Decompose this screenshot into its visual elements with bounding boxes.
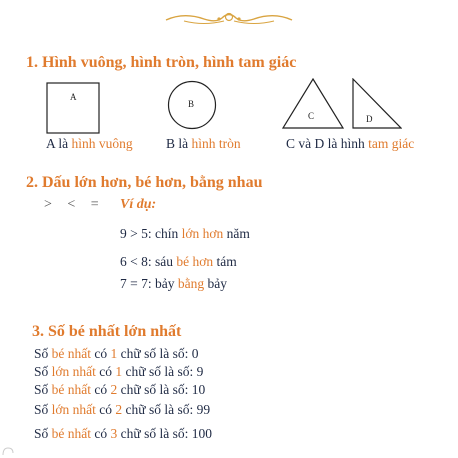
example-less-highlight: bé hơn xyxy=(176,254,214,269)
row-connector: có xyxy=(91,382,111,397)
section-1-title: 1. Hình vuông, hình tròn, hình tam giác xyxy=(26,54,297,71)
list-item xyxy=(34,346,198,362)
example-equal-text: 7 = 7: bảy xyxy=(120,276,178,291)
row-superlative: bé nhất xyxy=(51,346,92,361)
decorative-flourish-icon xyxy=(164,8,294,30)
row-result: chữ số là số: 100 xyxy=(117,426,212,441)
caption-b-text: B là xyxy=(166,136,192,151)
row-digit-count: 1 xyxy=(115,364,123,379)
row-digit-count: 2 xyxy=(110,382,118,397)
row-superlative: bé nhất xyxy=(51,426,92,441)
caption-cd-word: hình xyxy=(340,136,365,151)
example-equal-highlight: bằng xyxy=(177,276,205,291)
shape-a-label: A xyxy=(70,92,77,102)
row-result: chữ số là số: 10 xyxy=(117,382,206,397)
triangle-c-shape xyxy=(282,78,344,130)
shape-d-label: D xyxy=(366,114,373,124)
caption-a xyxy=(46,136,133,152)
row-prefix: Số xyxy=(34,346,52,361)
list-item xyxy=(34,426,212,442)
caption-cd xyxy=(286,136,414,152)
row-connector: có xyxy=(95,402,116,417)
example-greater-text: 9 > 5: chín xyxy=(120,226,182,241)
caption-b-highlight: hình tròn xyxy=(191,136,241,151)
shape-b-label: B xyxy=(188,99,195,109)
row-connector: có xyxy=(91,426,111,441)
caption-cd-highlight: tam giác xyxy=(364,136,415,151)
row-digit-count: 3 xyxy=(110,426,118,441)
section-3-title: 3. Số bé nhất lớn nhất xyxy=(32,323,182,340)
caption-cd-text: C và D là xyxy=(286,136,341,151)
caption-a-text: A là xyxy=(46,136,72,151)
row-prefix: Số xyxy=(34,402,52,417)
square-shape xyxy=(46,82,100,134)
section-2-title: 2. Dấu lớn hơn, bé hơn, bằng nhau xyxy=(26,174,263,191)
row-digit-count: 2 xyxy=(115,402,123,417)
caption-b xyxy=(166,136,241,152)
row-connector: có xyxy=(95,364,116,379)
example-greater xyxy=(120,226,250,242)
example-greater-highlight: lớn hơn xyxy=(181,226,224,241)
example-less-text: 6 < 8: sáu xyxy=(120,254,177,269)
example-greater-end: năm xyxy=(223,226,250,241)
example-less xyxy=(120,254,237,270)
row-digit-count: 1 xyxy=(110,346,118,361)
row-superlative: lớn nhất xyxy=(51,364,96,379)
row-prefix: Số xyxy=(34,426,52,441)
comparison-symbols: > < = xyxy=(44,197,105,212)
row-result: chữ số là số: 0 xyxy=(117,346,199,361)
row-superlative: lớn nhất xyxy=(51,402,96,417)
list-item xyxy=(34,402,210,418)
list-item xyxy=(34,382,205,398)
list-item xyxy=(34,364,203,380)
row-connector: có xyxy=(91,346,111,361)
page-corner-icon xyxy=(2,446,14,456)
example-label: Ví dụ: xyxy=(120,197,157,212)
row-result: chữ số là số: 9 xyxy=(122,364,204,379)
triangle-d-shape xyxy=(352,78,402,130)
row-prefix: Số xyxy=(34,364,52,379)
shape-c-label: C xyxy=(308,111,315,121)
example-equal xyxy=(120,276,227,292)
row-result: chữ số là số: 99 xyxy=(122,402,211,417)
row-superlative: bé nhất xyxy=(51,382,92,397)
example-less-end: tám xyxy=(213,254,237,269)
row-prefix: Số xyxy=(34,382,52,397)
caption-a-highlight: hình vuông xyxy=(71,136,133,151)
example-equal-end: bảy xyxy=(204,276,227,291)
